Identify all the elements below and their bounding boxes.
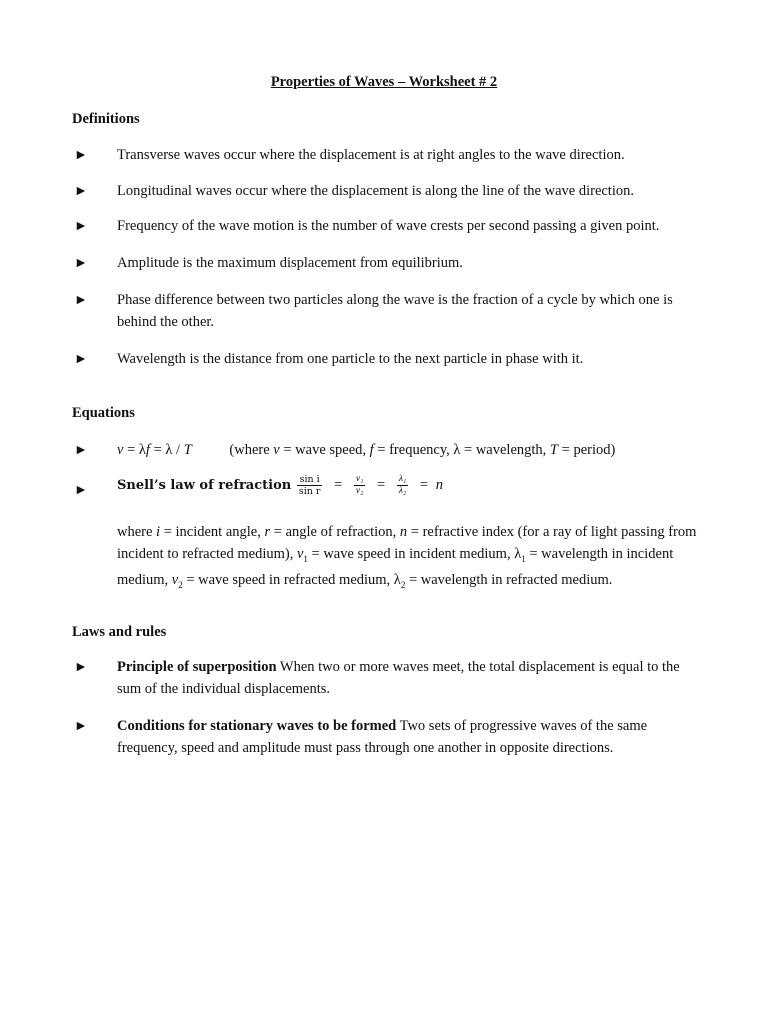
laws-heading: Laws and rules — [72, 624, 167, 640]
bullet-icon: ► — [74, 293, 88, 308]
page-title: Properties of Waves – Worksheet # 2 — [270, 74, 498, 90]
bullet-icon: ► — [74, 483, 88, 498]
bullet-icon: ► — [74, 256, 88, 271]
bullet-icon: ► — [74, 660, 88, 675]
law-superposition: Principle of superposition When two or more waves meet, the total displacement is equal to the sum of the individual displacements. — [117, 659, 680, 697]
definition-phase-difference: Phase difference between two particles along the wave is the fraction of a cycle by which one is behind the other. — [117, 292, 673, 330]
wave-equation: v = λf = λ / T (where v = wave speed, f = frequency, λ = wavelength, T = period) — [117, 442, 616, 458]
law-stationary-waves: Conditions for stationary waves to be formed Two sets of progressive waves of the same frequency, speed and amplitude must pass through one another in opposite directions. — [117, 718, 648, 756]
definition-amplitude: Amplitude is the maximum displacement from equilibrium. — [117, 255, 463, 271]
definition-longitudinal: Longitudinal waves occur where the displacement is along the line of the wave direction. — [117, 183, 634, 199]
bullet-icon: ► — [74, 719, 88, 734]
wave-equation-note: (where v = wave speed, f = frequency, λ = wavelength, T = period) — [229, 442, 616, 458]
snells-law-label: Snell’s law of refraction — [117, 477, 292, 493]
fraction-sin: $\frac{\text{sin i}}{\text{sin r}}$ — [298, 474, 321, 497]
fraction-wavelength: $\frac{\text{λ₁}}{\text{λ₂}}$ — [398, 474, 407, 496]
snells-law-explanation: where i = incident angle, r = angle of refraction, n = refractive index (for a ray of light passing from incident to refracted medium), $v_1$ = wave speed in incident medium, $\lambda_1$ = wavelength in incident medium, $v_2$ = wave speed in refracted medium, $\lambda_2$ = wavelength in refracted medium. — [117, 524, 697, 590]
fraction-speed: $\frac{\text{v₁}}{\text{v₂}}$ — [355, 474, 364, 496]
bullet-icon: ► — [74, 443, 88, 458]
definition-wavelength: Wavelength is the distance from one particle to the next particle in phase with it. — [117, 351, 584, 367]
bullet-icon: ► — [74, 184, 88, 199]
bullet-icon: ► — [74, 148, 88, 163]
definition-frequency: Frequency of the wave motion is the number of wave crests per second passing a given point. — [117, 218, 660, 234]
bullet-icon: ► — [74, 352, 88, 367]
definitions-heading: Definitions — [72, 111, 140, 127]
equations-heading: Equations — [72, 405, 135, 421]
snells-law: Snell’s law of refraction $\frac{\text{sin i}}{\text{sin r}}$ = $\frac{\text{v₁}}{\text{v₂}}$ = $\frac{\text{λ₁}}{\text{λ₂}}$ = n — [117, 474, 443, 497]
definition-transverse: Transverse waves occur where the displacement is at right angles to the wave direction. — [117, 147, 625, 163]
bullet-icon: ► — [74, 219, 88, 234]
